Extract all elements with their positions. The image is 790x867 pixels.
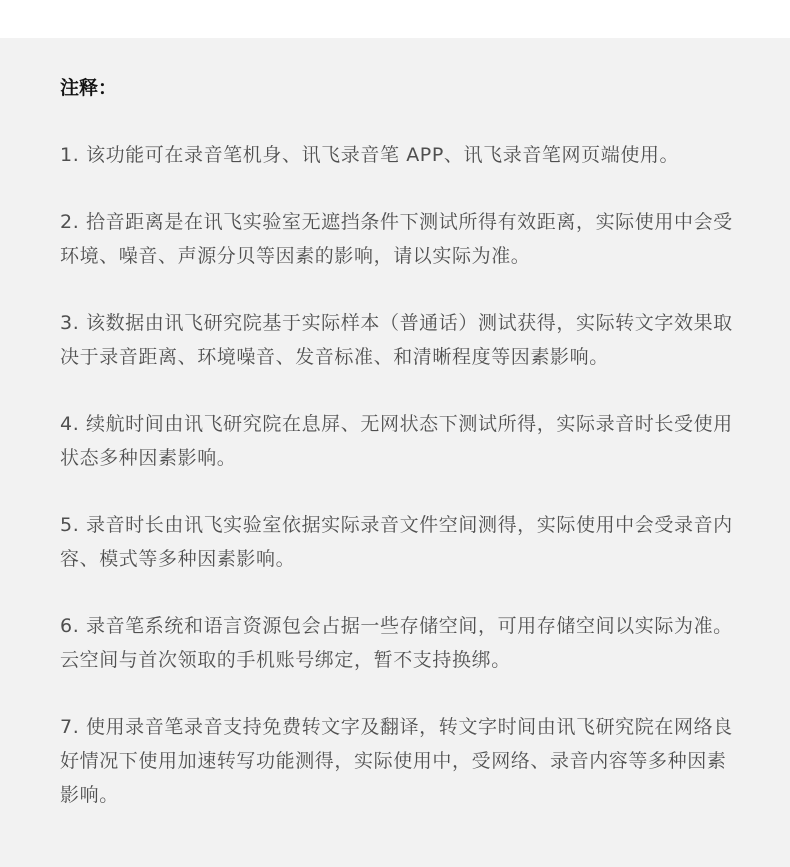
note-item-7: 7. 使用录音笔录音支持免费转文字及翻译，转文字时间由讯飞研究院在网络良好情况下使用加速转写功能测得，实际使用中，受网络、录音内容等多种因素影响。 [60,716,733,806]
note-item-3: 3. 该数据由讯飞研究院基于实际样本（普通话）测试获得，实际转文字效果取决于录音距离、环境噪音、发音标准、和清晰程度等因素影响。 [60,312,733,368]
top-margin [0,0,790,38]
note-item-4: 4. 续航时间由讯飞研究院在息屏、无网状态下测试所得，实际录音时长受使用状态多种因素影响。 [60,413,733,469]
note-item-2: 2. 拾音距离是在讯飞实验室无遮挡条件下测试所得有效距离，实际使用中会受环境、噪音、声源分贝等因素的影响，请以实际为准。 [60,211,733,267]
notes-panel [0,38,790,867]
notes-list [60,138,740,812]
note-item-1: 1. 该功能可在录音笔机身、讯飞录音笔 APP、讯飞录音笔网页端使用。 [60,144,680,166]
notes-title: 注释： [60,77,118,99]
note-item-6: 6. 录音笔系统和语言资源包会占据一些存储空间，可用存储空间以实际为准。云空间与首次领取的手机账号绑定，暂不支持换绑。 [60,615,733,671]
note-item-5: 5. 录音时长由讯飞实验室依据实际录音文件空间测得，实际使用中会受录音内容、模式等多种因素影响。 [60,514,733,570]
